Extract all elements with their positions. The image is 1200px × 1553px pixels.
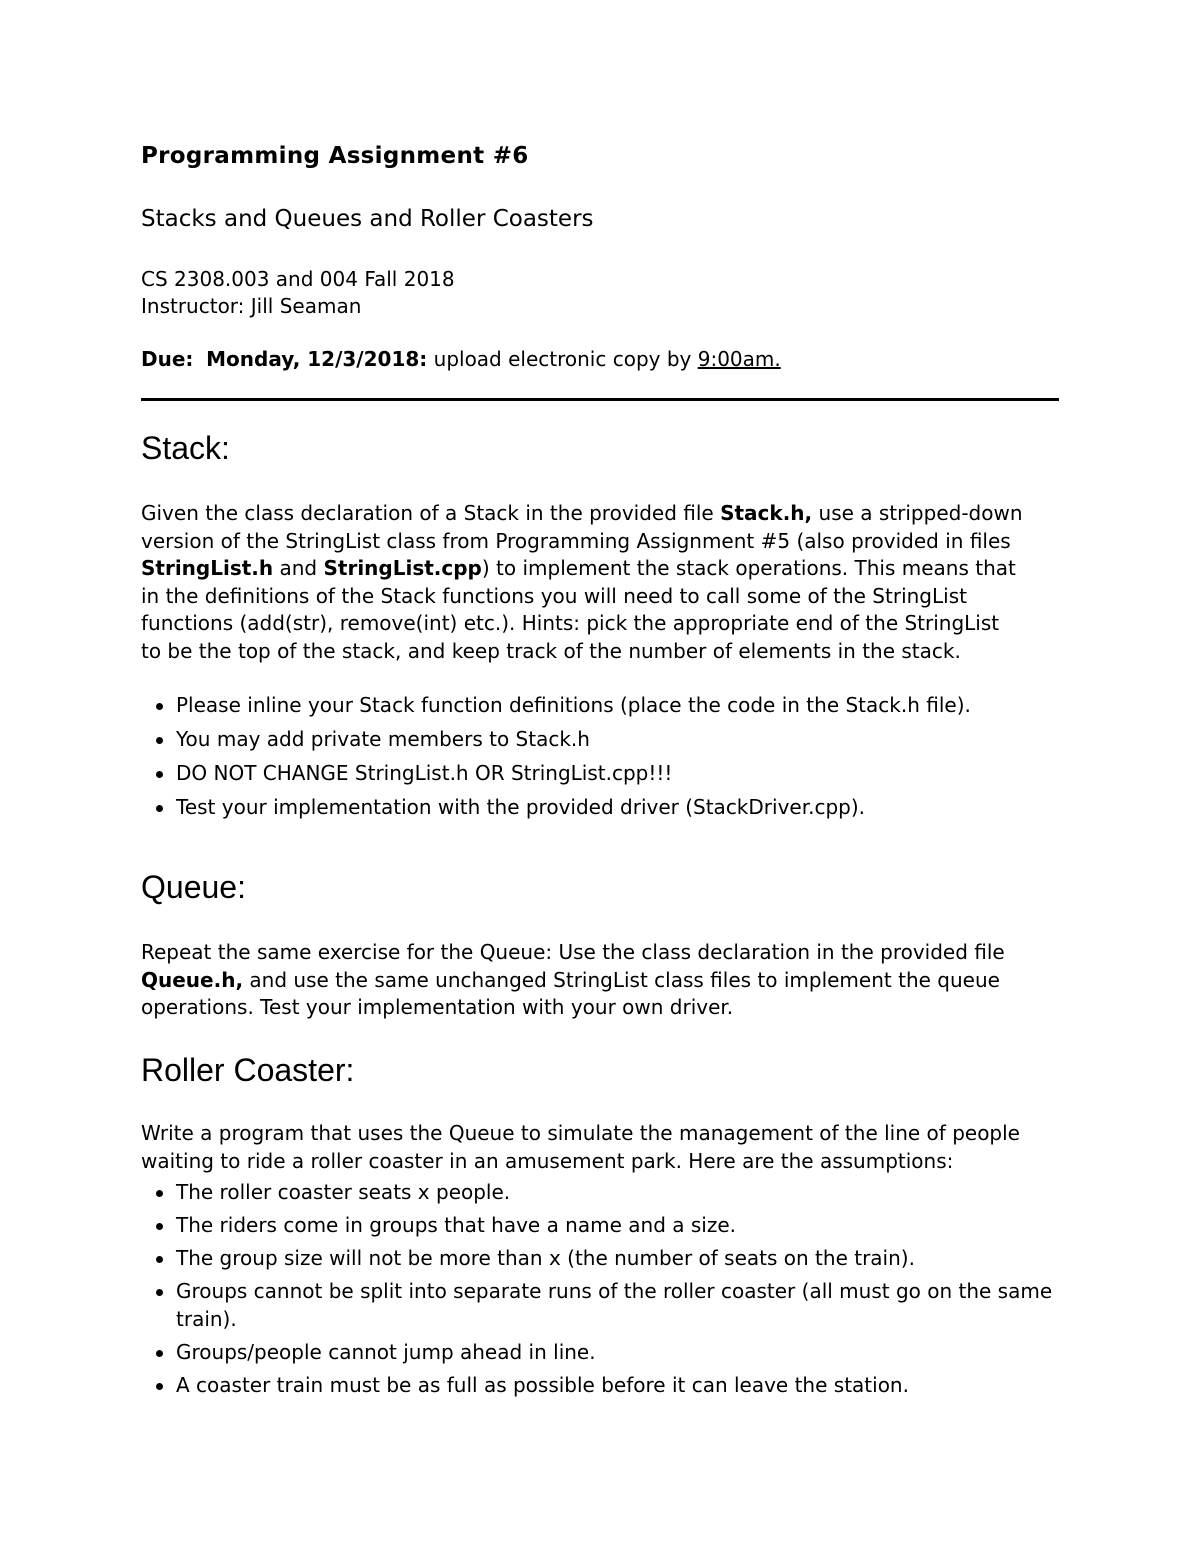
due-time: 9:00am. [697,347,781,371]
stringlist-cpp-file-name: StringList.cpp [323,556,482,580]
list-item-text: A coaster train must be as full as possible before it can leave the station. [176,1372,909,1397]
queue-paragraph [141,939,1071,1022]
bullet-icon [156,1223,163,1230]
queue-file-name: Queue.h, [141,967,244,992]
queue-text-1: Repeat the same exercise for the Queue: Use the class declaration in the provided file [141,940,1005,964]
list-item-text: Groups cannot be split into separate runs of the roller coaster (all must go on the same train). [176,1279,1053,1331]
list-item [141,1372,1071,1400]
list-item-text: The roller coaster seats x people. [176,1180,511,1204]
stack-heading: Stack: [141,430,230,466]
due-label: Due: [141,347,194,371]
stack-text-4: ) to implement the stack operations. This means that in the definitions of the Stack functions you will need to call some of the StringList functions (add(str), remove(int) etc.). Hints: pick the appropriate end of the StringList to be the top of the stack, and keep track of the number of elements in the stack. [141,556,1016,663]
instructor-line: Instructor: Jill Seaman [141,294,362,318]
due-line [141,347,781,371]
bullet-icon [156,1190,163,1197]
roller-coaster-heading: Roller Coaster: [141,1052,355,1088]
bullet-icon [156,771,163,778]
due-date: Monday, 12/3/2018: [206,347,428,371]
list-item [141,692,1071,720]
list-item [141,794,1071,822]
list-item [141,1339,1071,1367]
roller-coaster-bullet-list [141,1179,1071,1399]
stack-text-3: and [273,556,324,580]
due-text: upload electronic copy by [427,347,698,371]
bullet-icon [156,1383,163,1390]
bullet-icon [156,1289,163,1296]
list-item [141,726,1071,754]
list-item [141,1179,1071,1207]
list-item [141,1245,1071,1273]
course-line: CS 2308.003 and 004 Fall 2018 [141,267,455,291]
queue-heading: Queue: [141,869,246,905]
list-item-text: The riders come in groups that have a name and a size. [176,1213,736,1237]
horizontal-rule [141,398,1059,401]
list-item [141,1212,1071,1240]
stack-file-name: Stack.h, [720,501,813,525]
stack-paragraph [141,500,1071,665]
list-item-text: Test your implementation with the provided driver (StackDriver.cpp). [176,795,866,819]
bullet-icon [156,703,163,710]
bullet-icon [156,1350,163,1357]
list-item-text: DO NOT CHANGE StringList.h OR StringList.cpp!!! [176,761,673,785]
course-info [141,266,455,320]
queue-text-2: and use the same unchanged StringList class files to implement the queue operations. Test your implementation with your own driver. [141,967,1000,1019]
list-item [141,760,1071,788]
bullet-icon [156,1256,163,1263]
list-item [141,1278,1076,1333]
bullet-icon [156,805,163,812]
assignment-subtitle: Stacks and Queues and Roller Coasters [141,206,594,232]
stringlist-h-file-name: StringList.h [141,556,274,580]
bullet-icon [156,737,163,744]
list-item-text: Please inline your Stack function definitions (place the code in the Stack.h file). [176,693,971,717]
stack-text-1: Given the class declaration of a Stack in the provided file [141,501,721,525]
list-item-text: The group size will not be more than x (the number of seats on the train). [176,1246,915,1270]
stack-bullet-list [141,692,1071,822]
assignment-title: Programming Assignment #6 [141,143,529,169]
list-item-text: You may add private members to Stack.h [176,727,590,751]
list-item-text: Groups/people cannot jump ahead in line. [176,1339,596,1364]
roller-coaster-paragraph: Write a program that uses the Queue to simulate the management of the line of people waiting to ride a roller coaster in an amusement park. Here are the assumptions: [141,1121,1020,1173]
stack-text-2: use a stripped-down version of the StringList class from Programming Assignment #5 (also provided in files [141,501,1023,553]
